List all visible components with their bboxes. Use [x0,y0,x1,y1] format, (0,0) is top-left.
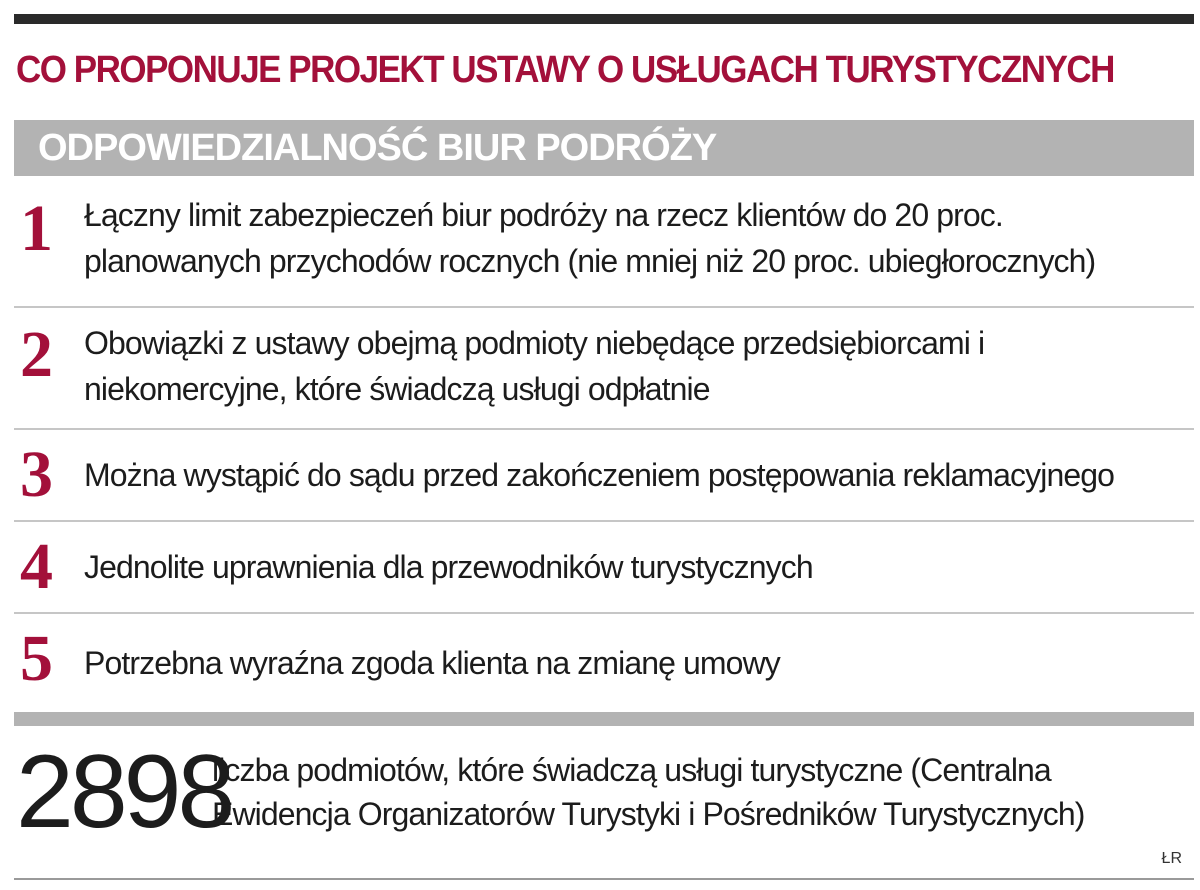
section-header-bar [14,120,1194,176]
list-item-3 [14,430,1194,522]
author-credit: ŁR [1161,850,1182,867]
item-number: 3 [20,438,53,511]
list-item-5 [14,614,1194,706]
top-rule [14,14,1194,24]
stat-description: liczba podmiotów, które świadczą usługi turystyczne (Centralna Ewidencja Organizatorów Turystyki i Pośredników Turystycznych) [212,752,1085,832]
bottom-bar [14,712,1194,726]
page-title: CO PROPONUJE PROJEKT USTAWY O USŁUGACH TURYSTYCZNYCH [16,49,1114,91]
item-text: Jednolite uprawnienia dla przewodników turystycznych [84,549,813,585]
item-text: Można wystąpić do sądu przed zakończeniem postępowania reklamacyjnego [84,457,1115,493]
item-text: Obowiązki z ustawy obejmą podmioty niebędące przedsiębiorcami i niekomercyjne, które świadczą usługi odpłatnie [84,325,985,407]
item-number: 1 [20,192,53,265]
item-number: 5 [20,622,53,695]
item-text: Łączny limit zabezpieczeń biur podróży na rzecz klientów do 20 proc. planowanych przychodów rocznych (nie mniej niż 20 proc. ubiegłorocznych) [84,197,1096,279]
list-item-4 [14,522,1194,614]
stat-value: 2898 [16,734,232,850]
section-title: ODPOWIEDZIALNOŚĆ BIUR PODRÓŻY [38,127,717,169]
list-item-1 [14,178,1194,308]
list-item-2 [14,308,1194,430]
bottom-rule [14,878,1194,880]
item-number: 4 [20,530,53,603]
item-text: Potrzebna wyraźna zgoda klienta na zmianę umowy [84,645,780,681]
item-number: 2 [20,318,53,391]
